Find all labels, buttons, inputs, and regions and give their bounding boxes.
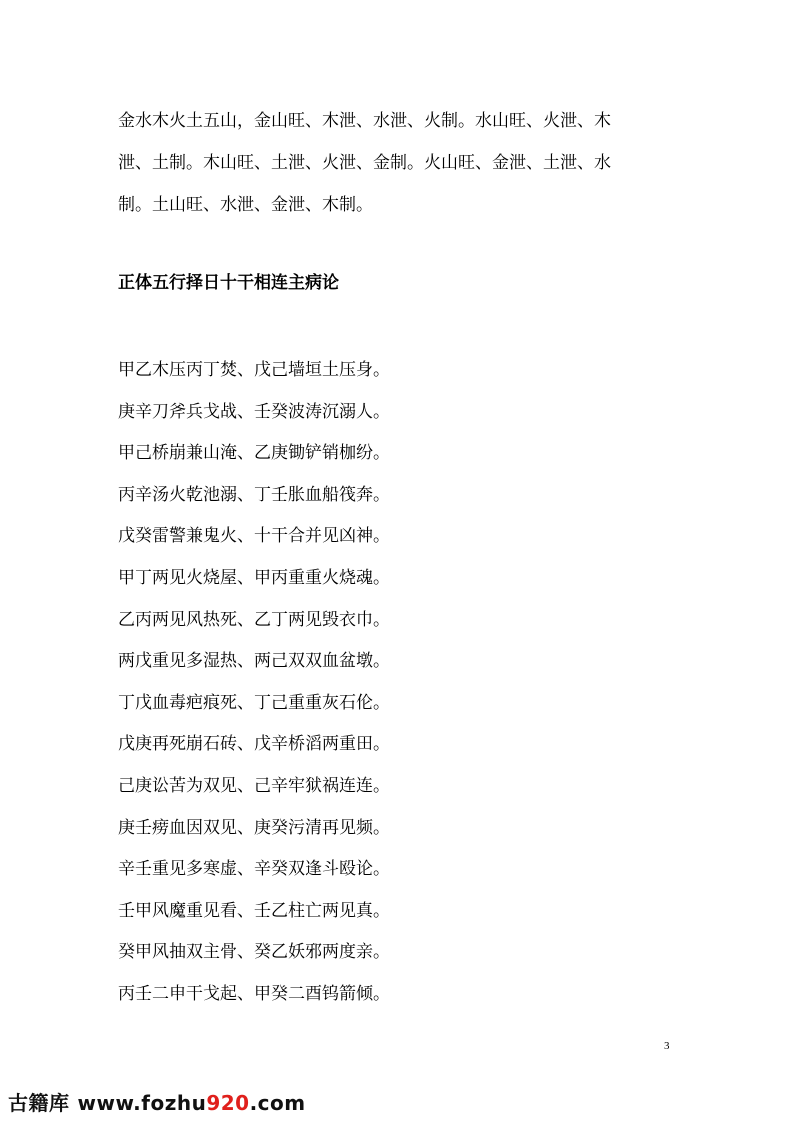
verse-line: 丁戊血毒疤痕死、丁己重重灰石伦。 — [118, 692, 390, 713]
site-url-prefix: www.fozhu — [77, 1091, 207, 1115]
verse-line: 庚辛刀斧兵戈战、壬癸波涛沉溺人。 — [118, 401, 390, 422]
section-heading: 正体五行择日十干相连主病论 — [118, 273, 339, 293]
page-number: 3 — [664, 1040, 670, 1052]
site-name: 古籍库 — [8, 1091, 70, 1115]
verse-line: 戊庚再死崩石砖、戊辛桥滔两重田。 — [118, 734, 390, 755]
verse-line: 癸甲风抽双主骨、癸乙妖邪两度亲。 — [118, 942, 390, 963]
verse-line: 戊癸雷警兼鬼火、十干合并见凶神。 — [118, 526, 390, 547]
verse-line: 壬甲风魔重见看、壬乙柱亡两见真。 — [118, 900, 390, 921]
verse-line: 乙丙两见风热死、乙丁两见毁衣巾。 — [118, 609, 390, 630]
verse-line: 己庚讼苦为双见、己辛牢狱祸连连。 — [118, 775, 390, 796]
site-url-suffix: .com — [249, 1091, 306, 1115]
intro-line: 制。土山旺、水泄、金泄、木制。 — [118, 195, 373, 215]
footer-watermark[interactable] — [8, 1087, 306, 1116]
intro-paragraph — [118, 100, 678, 226]
verse-line: 庚壬痨血因双见、庚癸污清再见频。 — [118, 817, 390, 838]
verse-list — [118, 350, 390, 1016]
verse-line: 辛壬重见多寒虚、辛癸双逢斗殴论。 — [118, 859, 390, 880]
site-url-accent: 920 — [206, 1091, 250, 1115]
verse-line: 甲乙木压丙丁焚、戊己墙垣土压身。 — [118, 360, 390, 380]
intro-line: 泄、土制。木山旺、土泄、火泄、金制。火山旺、金泄、土泄、水 — [118, 153, 611, 173]
verse-line: 丙壬二申干戈起、甲癸二酉钨箭倾。 — [118, 983, 390, 1004]
verse-line: 甲己桥崩兼山淹、乙庚锄铲销枷纷。 — [118, 443, 390, 464]
verse-line: 两戊重见多湿热、两己双双血盆墩。 — [118, 651, 390, 672]
verse-line: 甲丁两见火烧屋、甲丙重重火烧魂。 — [118, 567, 390, 588]
intro-line: 金水木火土五山，金山旺、木泄、水泄、火制。水山旺、火泄、木 — [118, 111, 611, 131]
verse-line: 丙辛汤火乾池溺、丁壬胀血船筏奔。 — [118, 484, 390, 505]
